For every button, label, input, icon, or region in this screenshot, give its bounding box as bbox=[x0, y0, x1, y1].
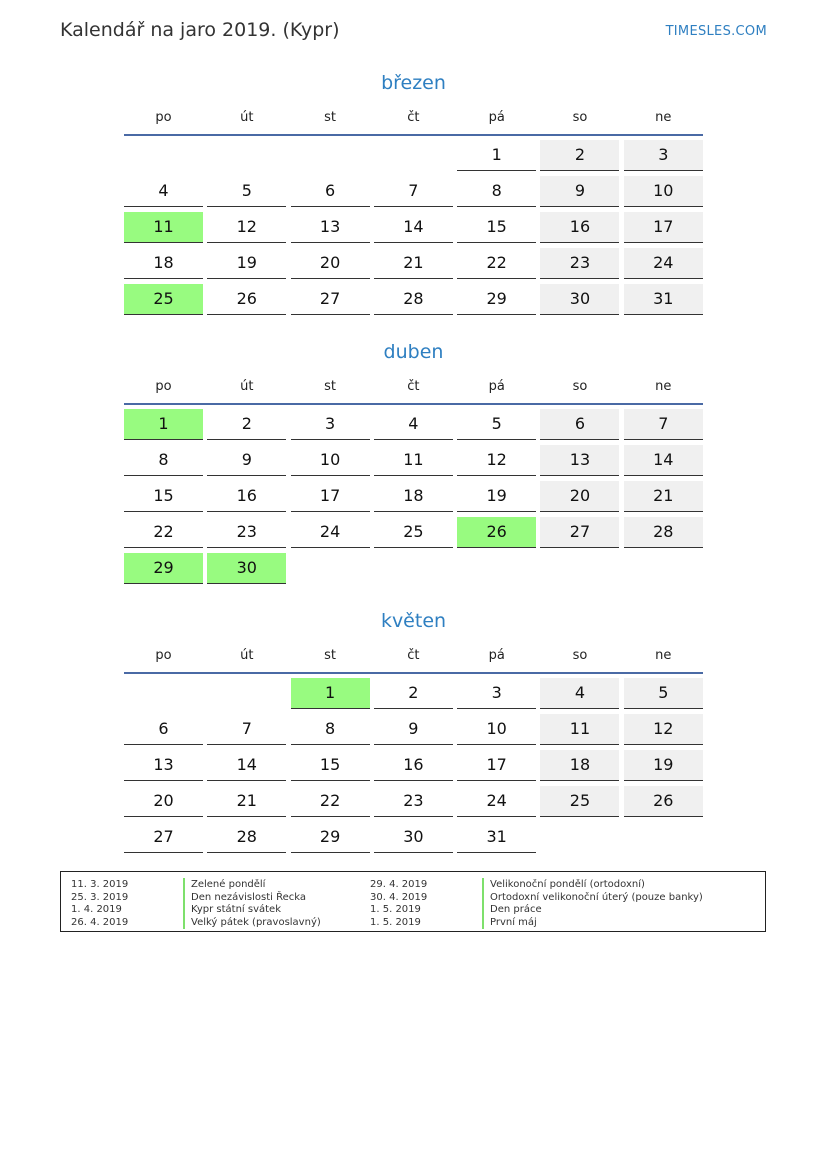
weekday-header bbox=[124, 378, 703, 405]
day-cell: 2 bbox=[540, 140, 619, 171]
holiday-legend bbox=[60, 871, 766, 932]
day-cell: 15 bbox=[124, 481, 203, 512]
day-cell: 17 bbox=[457, 750, 536, 781]
legend-holiday-name: První máj bbox=[482, 916, 537, 929]
day-cell: 14 bbox=[207, 750, 286, 781]
day-cell: 28 bbox=[624, 517, 703, 548]
day-cell: 19 bbox=[624, 750, 703, 781]
legend-date: 1. 4. 2019 bbox=[71, 904, 122, 915]
month-květen bbox=[124, 609, 703, 853]
day-cell: 24 bbox=[291, 517, 370, 548]
month-title: březen bbox=[381, 72, 446, 94]
day-cell: 31 bbox=[624, 284, 703, 315]
month-title: duben bbox=[383, 341, 444, 363]
day-cell: 15 bbox=[291, 750, 370, 781]
day-cell: 12 bbox=[207, 212, 286, 243]
legend-date: 30. 4. 2019 bbox=[370, 891, 428, 903]
day-cell: 16 bbox=[374, 750, 453, 781]
day-cell: 29 bbox=[291, 822, 370, 853]
weekday-label: st bbox=[324, 379, 337, 394]
day-cell: 30 bbox=[540, 284, 619, 315]
day-cell: 11 bbox=[540, 714, 619, 745]
day-cell: 26 bbox=[207, 284, 286, 315]
day-cell: 20 bbox=[540, 481, 619, 512]
day-cell: 8 bbox=[291, 714, 370, 745]
day-cell: 25 bbox=[540, 786, 619, 817]
day-cell: 6 bbox=[291, 176, 370, 207]
legend-date: 11. 3. 2019 bbox=[71, 879, 129, 890]
day-cell: 31 bbox=[457, 822, 536, 853]
day-cell: 3 bbox=[291, 409, 370, 440]
legend-date: 29. 4. 2019 bbox=[370, 879, 428, 890]
day-cell: 15 bbox=[457, 212, 536, 243]
day-cell: 12 bbox=[457, 445, 536, 476]
day-cell: 6 bbox=[540, 409, 619, 440]
day-cell: 13 bbox=[291, 212, 370, 243]
legend-date: 26. 4. 2019 bbox=[71, 916, 129, 928]
day-cell-holiday: 11 bbox=[124, 212, 203, 243]
day-cell: 9 bbox=[540, 176, 619, 207]
weekday-label: čt bbox=[407, 648, 420, 663]
day-cell: 21 bbox=[207, 786, 286, 817]
day-cell: 28 bbox=[207, 822, 286, 853]
day-cell: 7 bbox=[374, 176, 453, 207]
day-cell: 20 bbox=[291, 248, 370, 279]
legend-holiday-name: Velikonoční pondělí (ortodoxní) bbox=[482, 878, 645, 891]
day-cell-holiday: 30 bbox=[207, 553, 286, 584]
day-cell: 10 bbox=[291, 445, 370, 476]
weekday-label: so bbox=[572, 379, 588, 394]
day-cell: 11 bbox=[374, 445, 453, 476]
weekday-label: út bbox=[240, 379, 254, 394]
day-cell: 9 bbox=[207, 445, 286, 476]
weekday-label: čt bbox=[407, 110, 420, 125]
day-cell: 22 bbox=[457, 248, 536, 279]
legend-holiday-name: Zelené pondělí bbox=[183, 878, 265, 891]
empty-cell bbox=[291, 140, 370, 171]
weekday-label: po bbox=[155, 648, 172, 663]
day-cell-holiday: 26 bbox=[457, 517, 536, 548]
day-cell: 26 bbox=[624, 786, 703, 817]
day-cell: 18 bbox=[374, 481, 453, 512]
day-cell: 7 bbox=[624, 409, 703, 440]
day-cell-holiday: 25 bbox=[124, 284, 203, 315]
empty-cell bbox=[374, 140, 453, 171]
empty-cell bbox=[207, 140, 286, 171]
day-cell: 1 bbox=[457, 140, 536, 171]
day-cell: 18 bbox=[540, 750, 619, 781]
weekday-label: pá bbox=[488, 110, 505, 125]
weekday-label: ne bbox=[655, 379, 672, 394]
day-cell: 8 bbox=[124, 445, 203, 476]
legend-date: 25. 3. 2019 bbox=[71, 891, 129, 903]
day-cell-holiday: 29 bbox=[124, 553, 203, 584]
day-cell: 16 bbox=[207, 481, 286, 512]
legend-date: 1. 5. 2019 bbox=[370, 916, 421, 928]
legend-holiday-name: Kypr státní svátek bbox=[183, 903, 281, 916]
legend-holiday-name: Den práce bbox=[482, 903, 542, 916]
day-cell: 22 bbox=[291, 786, 370, 817]
day-cell: 10 bbox=[624, 176, 703, 207]
site-link[interactable]: TIMESLES.COM bbox=[665, 24, 767, 39]
day-cell: 4 bbox=[124, 176, 203, 207]
day-cell: 23 bbox=[374, 786, 453, 817]
legend-holiday-name: Velký pátek (pravoslavný) bbox=[183, 916, 321, 929]
weekday-label: ne bbox=[655, 648, 672, 663]
legend-holiday-name: Ortodoxní velikonoční úterý (pouze banky) bbox=[482, 891, 703, 904]
day-cell: 25 bbox=[374, 517, 453, 548]
day-cell: 30 bbox=[374, 822, 453, 853]
day-cell: 7 bbox=[207, 714, 286, 745]
day-cell: 17 bbox=[624, 212, 703, 243]
day-cell: 3 bbox=[457, 678, 536, 709]
empty-cell bbox=[207, 678, 286, 709]
day-cell: 17 bbox=[291, 481, 370, 512]
empty-cell bbox=[124, 140, 203, 171]
day-cell: 3 bbox=[624, 140, 703, 171]
month-duben bbox=[124, 340, 703, 584]
day-cell: 12 bbox=[624, 714, 703, 745]
weekday-header bbox=[124, 647, 703, 674]
weekday-label: čt bbox=[407, 379, 420, 394]
day-cell: 5 bbox=[457, 409, 536, 440]
weekday-label: út bbox=[240, 110, 254, 125]
day-cell-holiday: 1 bbox=[291, 678, 370, 709]
day-cell: 6 bbox=[124, 714, 203, 745]
weekday-label: pá bbox=[488, 648, 505, 663]
weekday-label: pá bbox=[488, 379, 505, 394]
weekday-header bbox=[124, 109, 703, 136]
day-cell: 28 bbox=[374, 284, 453, 315]
day-cell: 18 bbox=[124, 248, 203, 279]
day-cell: 21 bbox=[374, 248, 453, 279]
day-cell: 8 bbox=[457, 176, 536, 207]
day-cell: 21 bbox=[624, 481, 703, 512]
weekday-label: po bbox=[155, 110, 172, 125]
day-cell: 13 bbox=[124, 750, 203, 781]
day-cell: 2 bbox=[207, 409, 286, 440]
day-cell: 19 bbox=[457, 481, 536, 512]
day-grid bbox=[124, 140, 703, 315]
day-cell: 19 bbox=[207, 248, 286, 279]
day-cell: 22 bbox=[124, 517, 203, 548]
legend-holiday-name: Den nezávislosti Řecka bbox=[183, 891, 306, 904]
weekday-label: út bbox=[240, 648, 254, 663]
empty-cell bbox=[124, 678, 203, 709]
month-březen bbox=[124, 71, 703, 315]
weekday-label: po bbox=[155, 379, 172, 394]
weekday-label: st bbox=[324, 648, 337, 663]
day-cell: 23 bbox=[207, 517, 286, 548]
page-title: Kalendář na jaro 2019. (Kypr) bbox=[60, 19, 340, 41]
day-cell: 24 bbox=[457, 786, 536, 817]
day-grid bbox=[124, 409, 703, 584]
weekday-label: so bbox=[572, 648, 588, 663]
weekday-label: so bbox=[572, 110, 588, 125]
day-cell-holiday: 1 bbox=[124, 409, 203, 440]
weekday-label: ne bbox=[655, 110, 672, 125]
day-cell: 5 bbox=[207, 176, 286, 207]
day-cell: 13 bbox=[540, 445, 619, 476]
day-cell: 14 bbox=[374, 212, 453, 243]
weekday-label: st bbox=[324, 110, 337, 125]
month-title: květen bbox=[380, 610, 447, 632]
day-cell: 2 bbox=[374, 678, 453, 709]
day-cell: 27 bbox=[124, 822, 203, 853]
day-cell: 10 bbox=[457, 714, 536, 745]
day-cell: 27 bbox=[291, 284, 370, 315]
day-cell: 29 bbox=[457, 284, 536, 315]
day-cell: 4 bbox=[540, 678, 619, 709]
day-cell: 27 bbox=[540, 517, 619, 548]
legend-date: 1. 5. 2019 bbox=[370, 904, 421, 915]
day-cell: 16 bbox=[540, 212, 619, 243]
day-cell: 24 bbox=[624, 248, 703, 279]
day-cell: 14 bbox=[624, 445, 703, 476]
day-cell: 9 bbox=[374, 714, 453, 745]
day-cell: 20 bbox=[124, 786, 203, 817]
day-cell: 5 bbox=[624, 678, 703, 709]
day-cell: 4 bbox=[374, 409, 453, 440]
day-cell: 23 bbox=[540, 248, 619, 279]
day-grid bbox=[124, 678, 703, 853]
